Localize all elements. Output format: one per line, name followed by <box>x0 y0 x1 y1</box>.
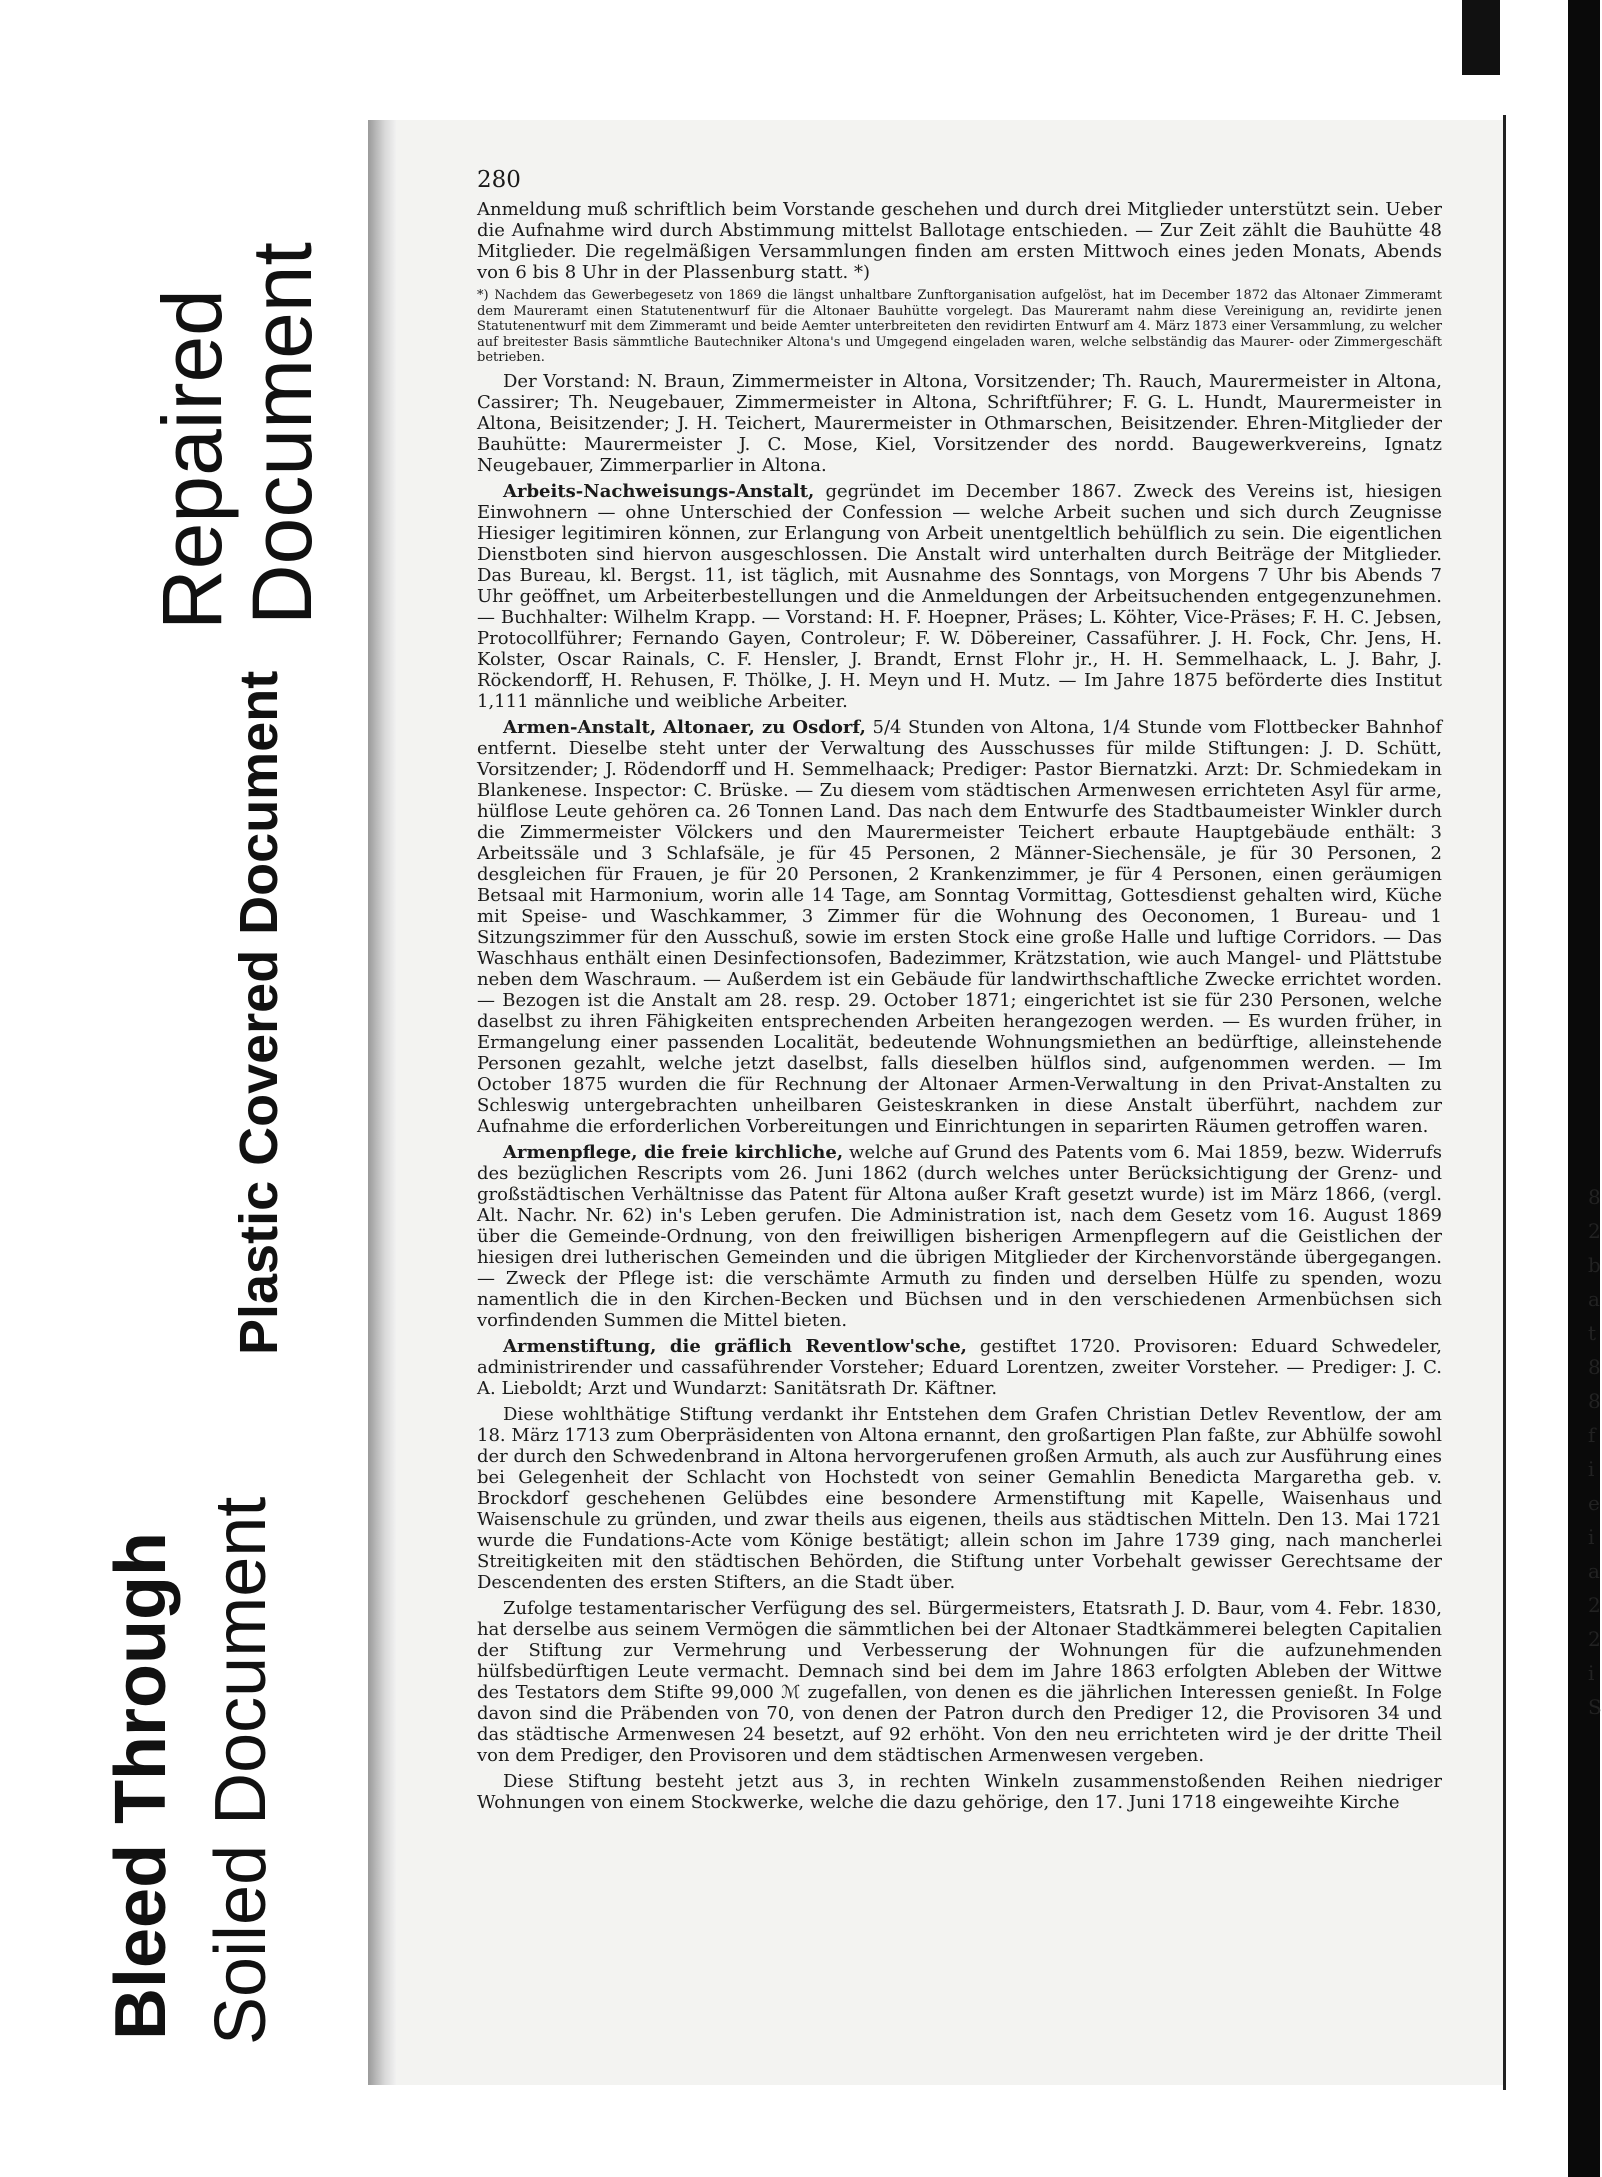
paragraph-bauhuette-membership: Anmeldung muß schriftlich beim Vorstande geschehen und durch drei Mitglieder unterstützt sein. Ueber die Aufnahme wird durch Abstimmung mittelst Ballotage entschieden. — Zur Zeit zählt die Bauhütte 48 Mitglieder. Die regelmäßigen Versammlungen finden am ersten Mittwoch eines jeden Monats, Abends von 6 bis 8 Uhr in der Plassenburg statt. *) <box>477 199 1442 283</box>
footnote: *) Nachdem das Gewerbegesetz von 1869 die längst unhaltbare Zunftorganisation aufgelöst, hat im December 1872 das Altonaer Zimmeramt dem Maureramt einen Statutenentwurf für die Altonaer Bauhütte vorgelegt. Das Maureramt nahm diese Vereinigung an, revidirte jenen Statutenentwurf mit dem Zimmeramt und beide Aemter unterbreiteten den revidirten Entwurf am 4. März 1873 einer Versammlung, zu welcher auf breitester Basis sämmtliche Bautechniker Altona's und Umgegend eingeladen waren, welche selbständig das Maurer- oder Zimmergeschäft betrieben. <box>477 288 1442 365</box>
paragraph-stiftung-buildings: Diese Stiftung besteht jetzt aus 3, in rechten Winkeln zusammenstoßenden Reihen niedriger Wohnungen von einem Stockwerke, welche die dazu gehörige, den 17. Juni 1718 eingeweihte Kirche <box>477 1770 1442 1813</box>
repaired-label: Repaired <box>145 289 239 630</box>
entry-heading: Armenpflege, die freie kirchliche, <box>503 1141 844 1163</box>
bleed-through-label: Bleed Through <box>101 1532 181 2040</box>
entry-arbeits-nachweisung <box>477 481 1442 712</box>
entry-heading: Arbeits-Nachweisungs-Anstalt, <box>503 480 815 502</box>
entry-heading: Armen-Anstalt, Altonaer, zu Osdorf, <box>503 716 866 738</box>
paragraph-stiftung-history: Diese wohlthätige Stiftung verdankt ihr Entstehen dem Grafen Christian Detlev Reventlow, der am 18. März 1713 zum Oberpräsidenten von Altona ernannt, den großartigen Plan faßte, zur Abhülfe sowohl der durch den Schwedenbrand in Altona hervorgerufenen großen Armuth, als auch zur Ausführung eines bei Gelegenheit der Schlacht von Hochstedt von seiner Gemahlin Benedicta Margaretha geb. v. Brockdorf geschehenen Gelübdes eine besondere Armenstiftung mit Kapelle, Waisenhaus und Waisenschule zu gründen, und zwar theils aus eigenen, theils aus städtischen Mitteln. Den 13. Mai 1721 wurde die Fundations-Acte vom Könige bestätigt; allein schon im Jahre 1739 ging, nach mancherlei Streitigkeiten mit den städtischen Behörden, die Stiftung unter Vorbehalt gewisser Gerechtsame der Descendenten des ersten Stifters, an die Stadt über. <box>477 1403 1442 1593</box>
facing-page-edge <box>1503 115 1546 2090</box>
entry-armen-anstalt <box>477 717 1442 1137</box>
entry-armenpflege <box>477 1142 1442 1331</box>
entry-body: gestiftet 1720. Provisoren: Eduard Schwedeler, administrirender und cassaführender Vorsteher; Eduard Lorentzen, zweiter Vorsteher. — Prediger: J. C. A. Lieboldt; Arzt und Wundarzt: Sanitätsrath Dr. Käftner. <box>477 1335 1442 1399</box>
entry-body: 5/4 Stunden von Altona, 1/4 Stunde vom Flottbecker Bahnhof entfernt. Dieselbe steht unter der Verwaltung des Ausschusses für milde Stiftungen: J. D. Schütt, Vorsitzender; J. Rödendorff und H. Semmelhaack; Prediger: Pastor Biernatzki. Arzt: Dr. Schmiedekam in Blankenese. Inspector: C. Brüske. — Zu diesem vom städtischen Armenwesen errichteten Asyl für arme, hülflose Leute gehören ca. 26 Tonnen Land. Das nach dem Entwurfe des Stadtbaumeister Winkler durch die Zimmermeister Völckers und den Maurermeister Teichert erbaute Hauptgebäude enthält: 3 Arbeitssäle und 3 Schlafsäle, je für 45 Personen, 2 Männer-Siechensäle, je für 30 Personen, 2 desgleichen für Frauen, je für 20 Personen, 2 Krankenzimmer, je für 4 Personen, einen geräumigen Betsaal mit Harmonium, worin alle 14 Tage, am Sonntag Vormittag, Gottesdienst gehalten wird, Küche mit Speise- und Waschkammer, 3 Zimmer für die Wohnung des Oeconomen, 1 Bureau- und 1 Sitzungszimmer für den Ausschuß, sowie im ersten Stock eine große Halle und luftige Corridors. — Das Waschhaus enthält einen Desinfectionsofen, Badezimmer, Krätzstation, wie auch Mangel- und Plättstube neben dem Waschraum. — Außerdem ist ein Gebäude für landwirthschaftliche Zwecke errichtet worden. — Bezogen ist die Anstalt am 28. resp. 29. October 1871; eingerichtet ist sie für 230 Personen, welche daselbst zu ihren Fähigkeiten entsprechenden Arbeiten herangezogen werden. — Es wurden früher, in Ermangelung einer passenden Localität, bedeutende Wohnungsmiethen an bedürftige, alleinstehende Personen gezahlt, welche jetzt daselbst, falls dieselben hülflos sind, aufgenommen werden. — Im October 1875 wurden die für Rechnung der Altonaer Armen-Verwaltung in den Privat-Anstalten zu Schleswig untergebrachten unheilbaren Geisteskranken in diese Anstalt überführt, nachdem zur Aufnahme die erforderlichen Vorbereitungen und Einrichtungen in separirten Räumen getroffen waren. <box>477 716 1442 1137</box>
page-text <box>477 167 1442 1818</box>
page-number: 280 <box>477 167 521 193</box>
soiled-document-label: Soiled Document <box>201 1496 281 2045</box>
page-gutter-shadow <box>368 120 396 2085</box>
document-label: Document <box>235 242 329 625</box>
scanner-edge-top <box>1462 0 1500 75</box>
entry-armenstiftung <box>477 1336 1442 1399</box>
label-panel <box>0 0 370 2177</box>
entry-body: gegründet im December 1867. Zweck des Vereins ist, hiesigen Einwohnern — ohne Unterschied der Confession — welche Arbeit suchen und sich durch Zeugnisse Hiesiger legitimiren können, zur Erlangung von Arbeit unentgeltlich behülflich zu sein. Die eigentlichen Dienstboten sind hiervon ausgeschlossen. Die Anstalt wird unterhalten durch Beiträge der Mitglieder. Das Bureau, kl. Bergst. 11, ist täglich, mit Ausnahme des Sonntags, von Morgens 7 Uhr bis Abends 7 Uhr geöffnet, um Arbeiterbestellungen und die Anmeldungen der Arbeitsuchenden entgegenzunehmen. — Buchhalter: Wilhelm Krapp. — Vorstand: H. F. Hoepner, Präses; L. Köhter, Vice-Präses; F. H. C. Jebsen, Protocollführer; Fernando Gayen, Controleur; F. W. Döbereiner, Cassaführer. J. H. Fock, Chr. Jens, H. Kolster, Oscar Rainals, C. F. Hensler, J. Brandt, Ernst Flohr jr., H. H. Semmelhaack, L. J. Bahr, J. Röckendorff, H. Rehusen, F. Thölke, J. H. Meyn und H. Mutz. — Im Jahre 1875 beförderte dies Institut 1,111 männliche und weibliche Arbeiter. <box>477 480 1442 712</box>
paragraph-stiftung-bequest: Zufolge testamentarischer Verfügung des sel. Bürgermeisters, Etatsrath J. D. Baur, vom 4. Febr. 1830, hat derselbe aus seinem Vermögen die sämmtlichen bei der Altonaer Stadtkämmerei belegten Capitalien der Stiftung zur Vermehrung und Verbesserung der Wohnungen für die aufzunehmenden hülfsbedürftigen Leute vermacht. Demnach sind bei dem im Jahre 1863 erfolgten Ableben der Wittwe des Testators dem Stifte 99,000 ℳ zugefallen, von denen es die jährlichen Interessen genießt. In Folge davon sind die Präbenden von 70, von denen der Patron durch den Prediger 12, die Provisoren 34 und das städtische Armenwesen 24 besetzt, auf 92 erhöht. Von den neu errichteten wird je der dritte Theil von dem Prediger, den Provisoren und dem städtischen Armenwesen vergeben. <box>477 1597 1442 1766</box>
plastic-covered-label: Plastic Covered Document <box>229 670 289 1355</box>
entry-body: welche auf Grund des Patents vom 6. Mai 1859, bezw. Widerrufs des bezüglichen Rescripts vom 26. Juni 1862 (durch welches unter Berücksichtigung der Grenz- und großstädtischen Verhältnisse das Patent für Altona außer Kraft gesetzt wurde) ist im März 1866, (vergl. Alt. Nachr. Nr. 62) in's Leben gerufen. Die Administration ist, nach dem Gesetz vom 16. August 1869 über die Gemeinde-Ordnung, von den freiwilligen bisherigen Armenpflegern auf die Geistlichen der hiesigen drei lutherischen Gemeinden und die übrigen Mitglieder der Kirchenvorstände übergegangen. — Zweck der Pflege ist: die verschämte Armuth zu finden und derselben Hülfe zu spenden, wozu namentlich die in den Kirchen-Becken und Büchsen und in den verschiedenen Armenbüchsen sich vorfindenden Summen die Mittel bieten. <box>477 1141 1442 1331</box>
facing-page-fragments: 8 2 b a t 8 8 f i e i a 2 2 i S <box>1588 1185 1602 1719</box>
paragraph-bauhuette-board: Der Vorstand: N. Braun, Zimmermeister in Altona, Vorsitzender; Th. Rauch, Maurermeister in Altona, Cassirer; Th. Neugebauer, Zimmermeister in Altona, Schriftführer; F. G. L. Hundt, Maurermeister in Altona, Beisitzender; J. H. Teichert, Maurermeister in Othmarschen, Beisitzender. Ehren-Mitglieder der Bauhütte: Maurermeister J. C. Mose, Kiel, Vorsitzender des nordd. Baugewerkvereins, Ignatz Neugebauer, Zimmerparlier in Altona. <box>477 370 1442 476</box>
entry-heading: Armenstiftung, die gräflich Reventlow'sche, <box>503 1335 967 1357</box>
